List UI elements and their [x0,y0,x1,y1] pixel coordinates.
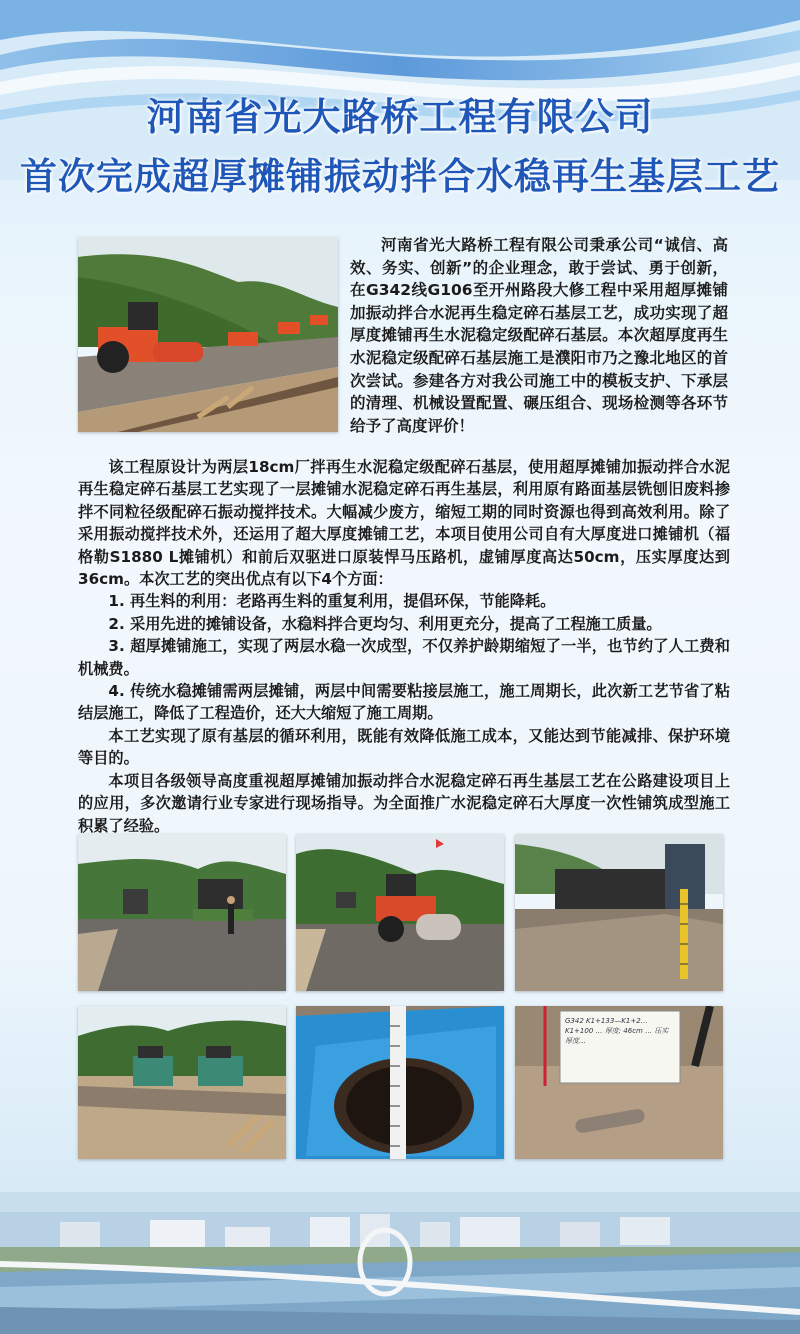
body-paragraph: 本项目各级领导高度重视超厚摊铺加振动拌合水泥稳定碎石再生基层工艺在公路建设项目上的应用，多次邀请行业专家进行现场指导。为全面推广水泥稳定碎石大厚度一次性铺筑成型施工积累了经验。 [78,771,730,835]
photo-paver-team [78,834,286,991]
company-title: 河南省光大路桥工程有限公司 [146,95,654,139]
body-paragraph: 本工艺实现了原有基层的循环利用，既能有效降低施工成本，又能达到节能减排、保护环境等目的。 [78,726,730,768]
photo-core-sample-sign [515,1006,723,1159]
advantage-item: 2. 采用先进的摊铺设备，水稳料拌合更均匀、利用更充分，提高了工程施工质量。 [108,614,662,633]
photo-core-hole-ruler [296,1006,504,1159]
intro-paragraph: 河南省光大路桥工程有限公司秉承公司“诚信、高效、务实、创新”的企业理念，敢于尝试、勇于创新，在G342线G106至开州路段大修工程中采用超厚摊铺加振动拌合水泥再生稳定碎石基层工艺，成功实现了超厚度摊铺再生水泥稳定级配碎石基层。本次超厚度再生水泥稳定级配碎石基层施工是濮阳市乃之豫北地区的首次尝试。参建各方对我公司施工中的模板支护、下承层的清理、机械设置配置、碾压组合、现场检测等各环节给予了高度评价！ [350,236,728,435]
headline-title: 首次完成超厚摊铺振动拌合水稳再生基层工艺 [20,155,780,198]
photo-roller-on-road [296,834,504,991]
advantage-item: 3. 超厚摊铺施工，实现了两层水稳一次成型，不仅养护龄期缩短了一半，也节约了人工费和机械费。 [78,637,730,678]
article-body [78,456,730,837]
photo-rollers-on-base-layer [78,237,338,432]
city-bridge-skyline-decoration [0,1192,800,1334]
advantage-item: 4. 传统水稳摊铺需两层摊铺，两层中间需要粘接层施工，施工周期长，此次新工艺节省了粘结层施工，降低了工程造价，还大大缩短了施工周期。 [78,682,730,723]
photo-green-pavers [78,1006,286,1159]
sign-board-text: G342 K1+133—K1+2… K1+100 … 厚度: 46cm … 压实厚度… [565,1017,669,1045]
body-paragraph: 该工程原设计为两层18cm厂拌再生水泥稳定级配碎石基层，使用超厚摊铺加振动拌合水泥再生稳定碎石基层工艺实现了一层摊铺水泥稳定碎石再生基层，利用原有路面基层铣刨旧废料掺拌不同粒径级配碎石振动搅拌技术。大幅减少废方，缩短工期的同时资源也得到高效利用。除了采用振动搅拌技术外，还运用了超大厚度摊铺工艺，本项目使用公司自有大厚度进口摊铺机（福格勒S1880 L摊铺机）和前后双驱进口原装悍马压路机，虚铺厚度高达50cm，压实厚度达到36cm。本次工艺的突出优点有以下4个方面： [78,458,730,589]
photo-thickness-measurement [515,834,723,991]
advantage-item: 1. 再生料的利用：老路再生料的重复利用，提倡环保，节能降耗。 [108,592,556,611]
